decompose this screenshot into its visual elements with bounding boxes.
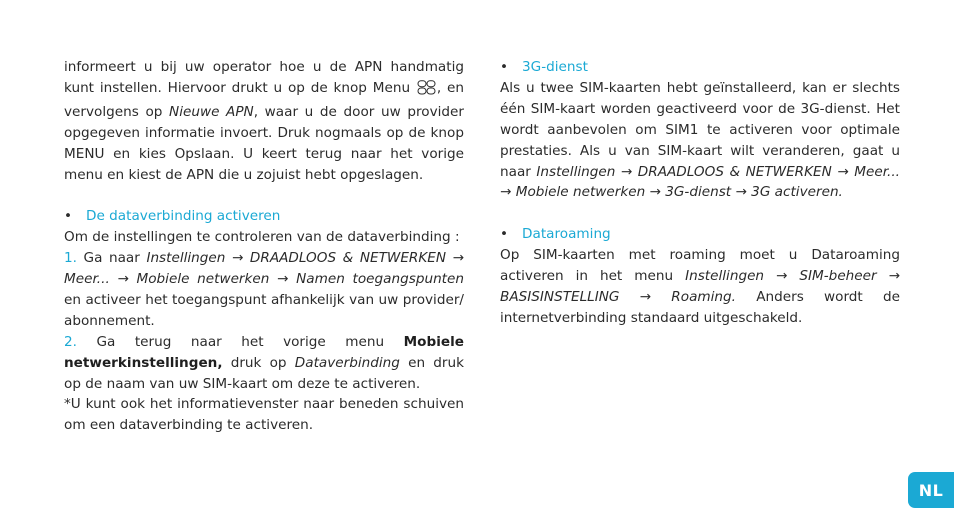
3g-text: Als u twee SIM-kaarten hebt geïnstalleerd, kan er slechts één SIM-kaart worden geactiveerd voor de 3G-dienst. Het wordt aanbevolen om SIM1 te activeren voor optimale prestaties. Als u van SIM-kaart wilt veranderen, gaat u naar: [500, 79, 900, 180]
heading-text: Dataroaming: [522, 226, 611, 243]
left-column: [64, 57, 464, 436]
menu-grid-icon: [417, 80, 436, 102]
roaming-text-2: Anders wordt de internetverbinding standaard uitgeschakeld.: [500, 288, 900, 326]
heading-text: 3G-dienst: [522, 59, 588, 75]
3g-path: Instellingen → DRAADLOOS & NETWERKEN → Meer... → Mobiele netwerken → 3G-dienst → 3G activeren.: [500, 163, 900, 201]
heading-text: De dataverbinding activeren: [86, 208, 281, 225]
step-2-dataverbinding: Dataverbinding: [294, 354, 400, 371]
intro-new-apn: Nieuwe APN: [169, 103, 254, 120]
step-2-text-1: Ga terug naar het vorige menu: [76, 333, 404, 350]
step-2: [64, 332, 464, 395]
step-2-text-3: en druk op de naam van uw SIM-kaart om deze te activeren.: [64, 354, 464, 392]
step-1: [64, 248, 464, 332]
bullet: •: [64, 208, 73, 225]
step-1-path: Instellingen → DRAADLOOS & NETWERKEN → Meer... → Mobiele netwerken → Namen toegangspunten: [64, 250, 464, 288]
step-number: 1.: [64, 250, 77, 267]
dataverbinding-heading: [64, 206, 464, 227]
intro-text-2: , en vervolgens op: [64, 79, 464, 120]
step-number: 2.: [64, 333, 77, 350]
language-badge: NL: [908, 472, 954, 508]
step-2-text-2: druk op: [222, 354, 295, 371]
intro-text-4: , waar u de door uw provider opgegeven informatie invoert. Druk nogmaals op de knop MENU en kies Opslaan. U keert terug naar het vorige menu en kiest de APN die u zojuist hebt opgeslagen.: [64, 103, 464, 183]
note: *U kunt ook het informatievenster naar beneden schuiven om een dataverbinding te activeren.: [64, 396, 464, 434]
3g-heading: [500, 57, 900, 78]
right-column: [500, 57, 900, 329]
roaming-path: Instellingen → SIM-beheer → BASISINSTELLING → Roaming.: [500, 268, 900, 305]
bullet: •: [500, 59, 509, 75]
step-1-text-1: Ga naar: [76, 250, 147, 267]
spacer: [500, 203, 900, 224]
roaming-heading: [500, 224, 900, 245]
bullet: •: [500, 226, 509, 243]
dataverbinding-intro: Om de instellingen te controleren van de dataverbinding :: [64, 229, 460, 246]
step-2-menu-name: Mobiele netwerkinstellingen,: [64, 333, 464, 371]
roaming-paragraph: [500, 245, 900, 329]
apn-intro-paragraph: [64, 57, 464, 185]
spacer: [64, 185, 464, 206]
3g-paragraph: [500, 78, 900, 203]
step-1-text-2: en activeer het toegangspunt afhankelijk van uw provider/ abonnement.: [64, 291, 464, 329]
intro-text-1: informeert u bij uw operator hoe u de APN handmatig kunt instellen. Hiervoor drukt u op de knop Menu: [64, 59, 464, 96]
roaming-text-1: Op SIM-kaarten met roaming moet u Dataroaming activeren in het menu: [500, 247, 900, 285]
